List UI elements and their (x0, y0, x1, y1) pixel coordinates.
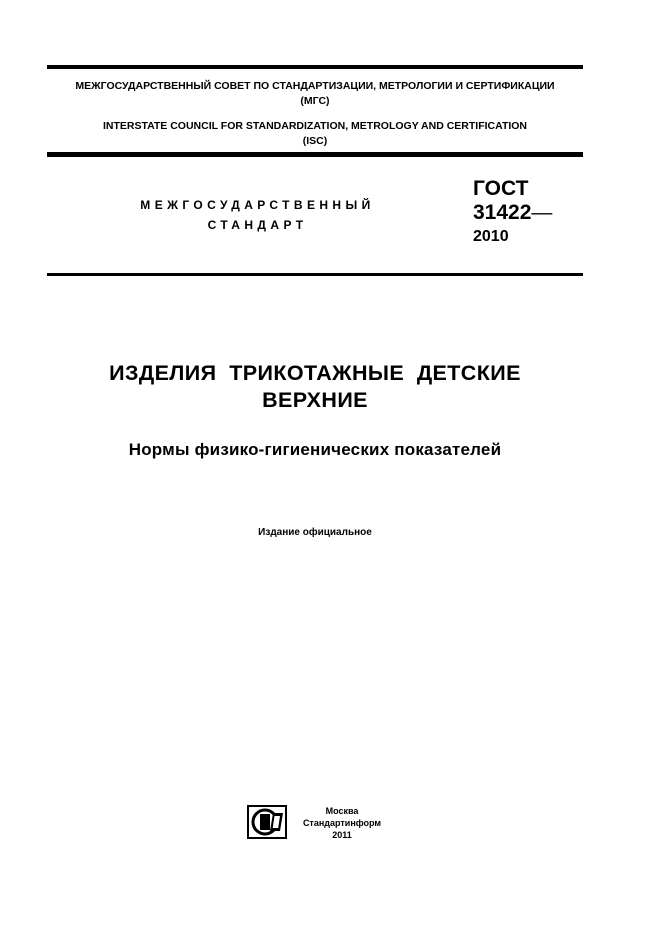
top-rule (47, 65, 583, 69)
designation-year: 2010 (473, 228, 509, 245)
designation-number: 31422 (473, 201, 532, 224)
edition-note: Издание официальное (258, 527, 372, 538)
council-name-en-text: INTERSTATE COUNCIL FOR STANDARDIZATION, METROLOGY AND CERTIFICATION (102, 120, 528, 132)
middle-rule (47, 152, 583, 157)
standard-type-line1: МЕЖГОСУДАРСТВЕННЫЙ (140, 198, 375, 212)
council-name-en (47, 119, 583, 149)
standartinform-logo-icon (247, 805, 287, 839)
document-subtitle: Нормы физико-гигиенических показателей (128, 440, 502, 459)
document-title-line2: ВЕРХНИЕ (262, 388, 368, 412)
council-name-ru-text: МЕЖГОСУДАРСТВЕННЫЙ СОВЕТ ПО СТАНДАРТИЗАЦИИ, МЕТРОЛОГИИ И СЕРТИФИКАЦИИ (75, 80, 555, 92)
council-abbr-ru: (МГС) (300, 95, 330, 107)
council-abbr-en: (ISC) (302, 135, 328, 147)
designation-prefix: ГОСТ (473, 177, 529, 200)
bottom-rule (47, 273, 583, 276)
publisher-name: Стандартинформ (302, 818, 382, 828)
designation-dash: — (531, 201, 553, 224)
document-title (47, 360, 583, 414)
designation-number-row (473, 201, 552, 225)
standard-type-line2: СТАНДАРТ (207, 218, 308, 232)
publisher-city: Москва (325, 806, 359, 816)
publisher-year: 2011 (332, 830, 352, 840)
document-title-line1: ИЗДЕЛИЯ ТРИКОТАЖНЫЕ ДЕТСКИЕ (109, 361, 521, 385)
standard-type (120, 195, 395, 235)
publisher-info (296, 805, 388, 841)
standard-designation (473, 177, 552, 247)
council-name-ru (47, 79, 583, 109)
